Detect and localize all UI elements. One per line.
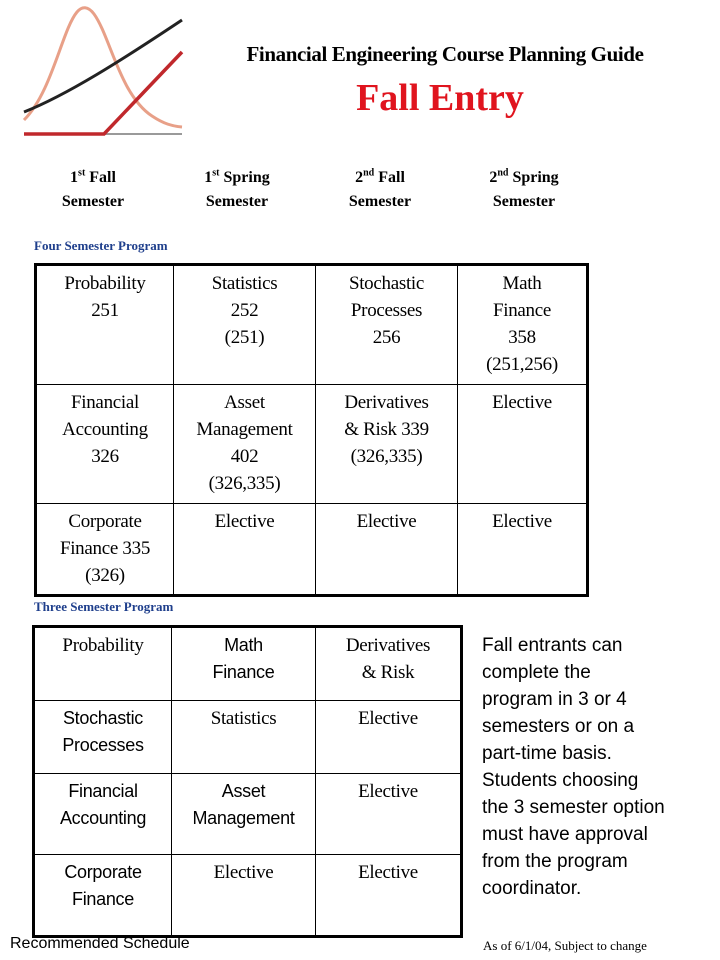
three-semester-label: Three Semester Program — [34, 599, 174, 614]
table-row — [34, 627, 462, 701]
course-cell: Asset Management 402 (326,335) — [174, 385, 316, 504]
course-cell: Corporate Finance — [34, 855, 172, 937]
option-payoff-bell-curve-icon — [22, 0, 184, 140]
note-line: from the program — [482, 851, 628, 872]
course-cell: Financial Accounting — [34, 774, 172, 855]
table-row — [34, 855, 462, 937]
course-cell: Math Finance 358 (251,256) — [458, 265, 588, 385]
note-line: Fall entrants can — [482, 635, 623, 656]
table-row — [34, 701, 462, 774]
course-cell: Elective — [458, 504, 588, 596]
course-cell: Derivatives & Risk 339 (326,335) — [316, 385, 458, 504]
footer-recommended-schedule: Recommended Schedule — [10, 935, 190, 952]
page-subtitle: Fall Entry — [356, 77, 524, 119]
note-line: the 3 semester option — [482, 797, 665, 818]
semester-header-3: 2nd Fall Semester — [348, 167, 412, 210]
course-cell: Elective — [316, 504, 458, 596]
four-semester-label: Four Semester Program — [34, 238, 168, 253]
course-cell: Math Finance — [172, 627, 316, 701]
course-cell: Financial Accounting 326 — [36, 385, 174, 504]
table-row — [36, 385, 588, 504]
note-line: Students choosing — [482, 770, 639, 791]
note-line: semesters or on a — [482, 716, 635, 737]
course-cell: Probability — [34, 627, 172, 701]
table-row — [36, 504, 588, 596]
course-cell: Elective — [316, 701, 462, 774]
course-cell: Stochastic Processes — [34, 701, 172, 774]
course-cell: Elective — [458, 385, 588, 504]
course-cell: Elective — [316, 774, 462, 855]
note-line: complete the — [482, 662, 591, 683]
course-cell: Statistics — [172, 701, 316, 774]
table-row — [34, 774, 462, 855]
course-cell: Derivatives & Risk — [316, 627, 462, 701]
note-line: coordinator. — [482, 878, 582, 899]
semester-header-2: 1st Spring Semester — [204, 167, 270, 210]
footer-date-notice: As of 6/1/04, Subject to change — [483, 938, 647, 953]
three-semester-table — [32, 625, 463, 938]
semester-header-4: 2nd Spring Semester — [489, 167, 559, 210]
semester-header-1: 1st Fall Semester — [61, 167, 125, 210]
note-line: must have approval — [482, 824, 648, 845]
course-cell: Probability 251 — [36, 265, 174, 385]
page-title: Financial Engineering Course Planning Guide — [246, 42, 644, 66]
course-cell: Elective — [174, 504, 316, 596]
course-cell: Stochastic Processes 256 — [316, 265, 458, 385]
fall-entry-note — [482, 632, 702, 902]
course-cell: Elective — [172, 855, 316, 937]
note-line: program in 3 or 4 — [482, 689, 627, 710]
course-cell: Asset Management — [172, 774, 316, 855]
course-cell: Corporate Finance 335 (326) — [36, 504, 174, 596]
course-cell: Statistics 252 (251) — [174, 265, 316, 385]
note-line: part-time basis. — [482, 743, 612, 764]
table-row — [36, 265, 588, 385]
four-semester-table — [34, 263, 589, 597]
course-cell: Elective — [316, 855, 462, 937]
